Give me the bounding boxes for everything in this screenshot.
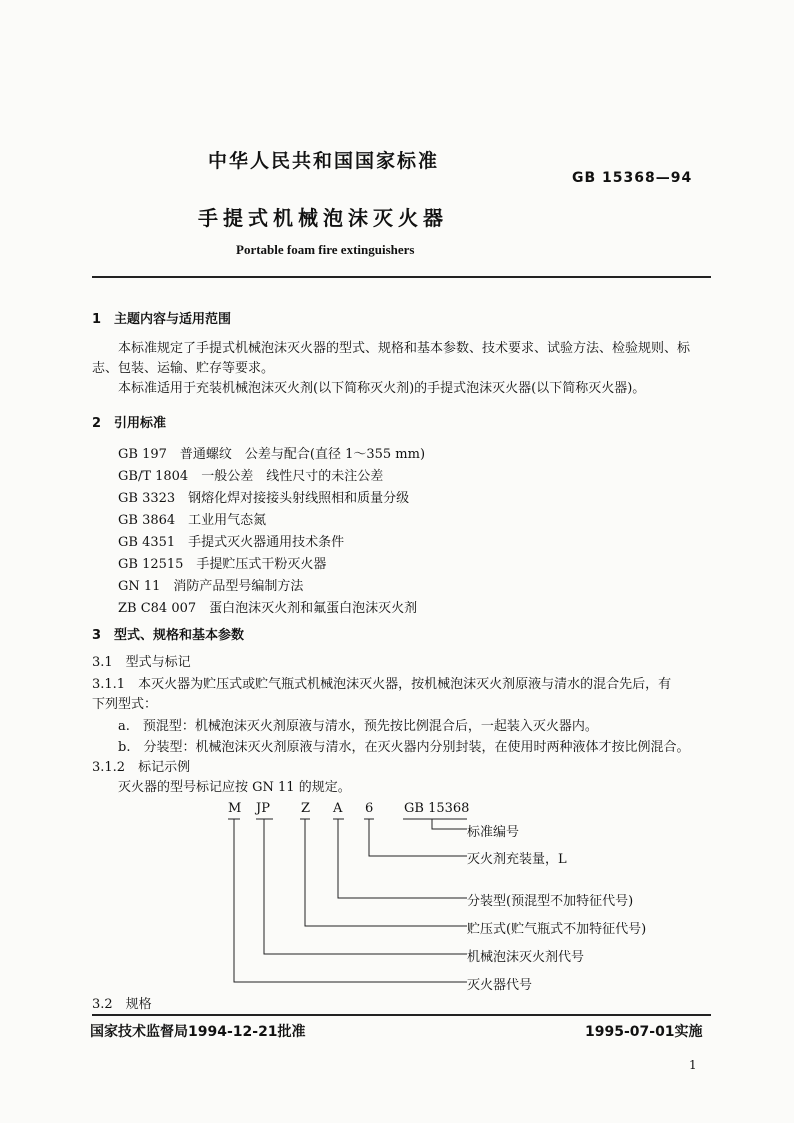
- approval-date: 国家技术监督局1994-12-21批准: [90, 1024, 306, 1040]
- code-standard: GB 15368: [404, 801, 470, 816]
- reference-item: GB 12515 手提贮压式干粉灭火器: [118, 557, 327, 572]
- reference-item: ZB C84 007 蛋白泡沫灭火剂和氟蛋白泡沫灭火剂: [118, 601, 418, 616]
- section-2-heading: 2 引用标准: [92, 416, 167, 431]
- code-m: M: [228, 801, 242, 816]
- reference-item: GN 11 消防产品型号编制方法: [118, 579, 304, 594]
- label-extinguisher-code: 灭火器代号: [467, 978, 533, 993]
- code-z: Z: [301, 801, 311, 816]
- section-3-1-2-heading: 3.1.2 标记示例: [92, 760, 191, 775]
- section-3-1-1-line2: 下列型式：: [92, 697, 158, 712]
- country-standard-title: 中华人民共和国国家标准: [208, 150, 440, 172]
- document-title-cn: 手提式机械泡沫灭火器: [198, 206, 448, 230]
- section-1-para2: 本标准适用于充装机械泡沫灭火剂(以下简称灭火剂)的手提式泡沫灭火器(以下简称灭火器)。: [118, 381, 646, 396]
- section-3-1-heading: 3.1 型式与标记: [92, 655, 191, 670]
- type-item-a: a. 预混型：机械泡沫灭火剂原液与清水，预先按比例混合后，一起装入灭火器内。: [118, 719, 598, 734]
- label-standard-number: 标准编号: [467, 825, 520, 840]
- section-3-1-2-text: 灭火器的型号标记应按 GN 11 的规定。: [118, 780, 351, 795]
- section-1-heading: 1 主题内容与适用范围: [92, 312, 232, 327]
- code-jp: JP: [256, 801, 270, 816]
- section-1-para1-line1: 本标准规定了手提式机械泡沫灭火器的型式、规格和基本参数、技术要求、试验方法、检验规则、标: [118, 341, 691, 356]
- footer-rule: [92, 1014, 711, 1016]
- implementation-date: 1995-07-01实施: [585, 1024, 703, 1040]
- reference-item: GB 3864 工业用气态氮: [118, 513, 267, 528]
- section-3-heading: 3 型式、规格和基本参数: [92, 628, 245, 643]
- page-number: 1: [689, 1058, 697, 1072]
- label-charge: 灭火剂充装量，L: [467, 852, 567, 867]
- reference-item: GB 197 普通螺纹 公差与配合(直径 1～355 mm): [118, 447, 426, 462]
- label-separate-type: 分装型(预混型不加特征代号): [467, 894, 634, 909]
- reference-item: GB 3323 钢熔化焊对接接头射线照相和质量分级: [118, 491, 410, 506]
- reference-item: GB/T 1804 一般公差 线性尺寸的未注公差: [118, 469, 384, 484]
- reference-item: GB 4351 手提式灭火器通用技术条件: [118, 535, 345, 550]
- section-1-para1-line2: 志、包装、运输、贮存等要求。: [92, 361, 275, 376]
- code-6: 6: [365, 801, 374, 816]
- section-3-1-1-line1: 3.1.1 本灭火器为贮压式或贮气瓶式机械泡沫灭火器，按机械泡沫灭火剂原液与清水的混合先后，有: [92, 677, 672, 692]
- type-item-b: b. 分装型：机械泡沫灭火剂原液与清水，在灭火器内分别封装，在使用时两种液体才按比例混合。: [118, 740, 690, 755]
- standard-number: GB 15368—94: [572, 170, 693, 186]
- label-stored-pressure: 贮压式(贮气瓶式不加特征代号): [467, 922, 647, 937]
- code-a: A: [333, 801, 343, 816]
- label-agent-code: 机械泡沫灭火剂代号: [467, 950, 585, 965]
- section-3-2-heading: 3.2 规格: [92, 997, 152, 1012]
- document-title-en: Portable foam fire extinguishers: [236, 242, 415, 257]
